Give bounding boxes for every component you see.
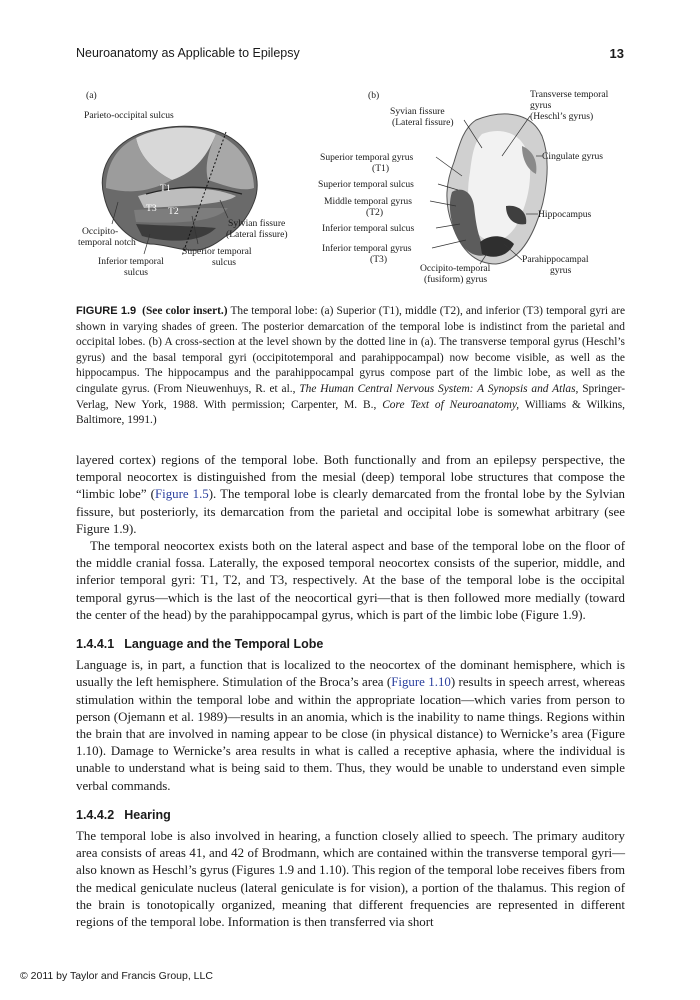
label-sup-sulcus: Superior temporal sulcus [318, 179, 414, 190]
link-figure-1-5[interactable]: Figure 1.5 [154, 487, 209, 502]
label-sup-gyrus-2: (T1) [372, 163, 390, 174]
label-cingulate: Cingulate gyrus [542, 151, 604, 162]
label-sup-gyrus-1: Superior temporal gyrus [320, 152, 414, 163]
section-number-1: 1.4.4.1 [76, 637, 115, 652]
caption-text-1: The temporal lobe: (a) Superior (T1), middle (T2), and inferior (T3) temporal gyri are shown in varying shades of green. The posterior demarcation of the temporal lobe is indistinct from the parietal and occipital lobes. (b) A cross-section at the level shown by the dotted line in (a). The transverse temporal gyrus (Heschl’s gyrus) and the basal temporal gyri (occipitotemporal and parahippocampal) now become visible, as well as the hippocampus. The hippocampus and the parahippocampal gyrus compose part of the limbic lobe, as well as the cingulate gyrus. (From Nieuwenhuys, R. et al., [76, 305, 626, 395]
label-inf-temp-sulcus-1: Inferior temporal [98, 256, 164, 267]
label-inf-gyrus-2: (T3) [370, 254, 388, 265]
panel-b-brain-section [76, 84, 636, 294]
figure-caption [76, 304, 625, 429]
figure-1-9 [76, 84, 636, 294]
caption-citation-title-1: The Human Central Nervous System: A Synopsis and Atlas, [299, 382, 579, 395]
label-sylvian-b-2: (Lateral fissure) [392, 117, 454, 128]
label-occ-temp-1: Occipito-temporal [420, 263, 491, 274]
running-head [76, 46, 624, 61]
section-heading-hearing [76, 807, 625, 824]
section-number-2: 1.4.4.2 [76, 807, 115, 822]
paragraph-1-text-a: layered cortex) regions of the temporal lobe. Both functionally and from an epilepsy perspective, the temporal neocortex is distinguished from the mesial (deep) temporal lobe structures that compose the “limbic lobe” ( [76, 453, 625, 502]
caption-citation-title-2: Core Text of Neuroanatomy, [382, 398, 520, 411]
running-head-title: Neuroanatomy as Applicable to Epilepsy [76, 46, 300, 60]
panel-a-label: (a) [86, 90, 97, 101]
panel-b-label: (b) [368, 90, 380, 101]
label-occipito-2: temporal notch [78, 237, 136, 248]
paragraph-3-text-a: Language is, in part, a function that is localized to the neocortex of the dominant hemisphere, which is usually the left hemisphere. Stimulation of the Broca’s area ( [76, 658, 625, 690]
page-number: 13 [609, 46, 624, 61]
label-occipito-1: Occipito- [82, 226, 119, 237]
label-transverse-3: (Heschl’s gyrus) [530, 111, 594, 122]
label-parahippo-2: gyrus [550, 265, 572, 276]
caption-label: FIGURE 1.9 [76, 305, 137, 317]
section-title-1: Language and the Temporal Lobe [124, 637, 324, 652]
paragraph-3-text-b: ) results in speech arrest, whereas stimulation within the temporal lobe and within the appropriate location—which varies from person to person (Ojemann et al. 1989)—results in an anomia, which is the inability to name things. Regions within the brain that are involved in naming appear to be close (in physical distance) to Wernicke’s area (Figure 1.10). Damage to Wernicke’s area results in what is called a receptive aphasia, where the individual is unable to understand what is being said to them. Thus, they would be unable to understand even simple verbal commands. [76, 675, 625, 793]
label-parieto-occipital-sulcus: Parieto-occipital sulcus [84, 110, 174, 121]
paragraph-2: The temporal neocortex exists both on the lateral aspect and base of the temporal lobe on the floor of the middle cranial fossa. Laterally, the exposed temporal neocortex consists of the superior, middle, and inferior temporal gyri: T1, T2, and T3, respectively. At the base of the temporal lobe is the occipital temporal gyrus—which is the last of the neocortical gyri—that is then followed more medially (toward the center of the head) by the parahippocampal gyrus, which is part of the limbic lobe (Figure 1.9). [76, 539, 625, 622]
link-figure-1-10[interactable]: Figure 1.10 [391, 675, 451, 690]
label-occ-temp-2: (fusiform) gyrus [424, 274, 488, 285]
label-transverse-2: gyrus [530, 100, 552, 111]
label-mid-gyrus-2: (T2) [366, 207, 384, 218]
label-inf-temp-sulcus-2: sulcus [124, 267, 148, 278]
copyright-footer: © 2011 by Taylor and Francis Group, LLC [20, 970, 213, 982]
paragraph-1-text-b: ). The temporal lobe is clearly demarcated from the frontal lobe by the Sylvian fissure, but posteriorly, its demarcation from the parietal and occipital lobe is somewhat arbitrary (see Figure 1.9). [76, 487, 625, 536]
label-sylvian-a-1: Sylvian fissure [228, 218, 286, 229]
label-t3: T3 [146, 203, 157, 214]
label-sup-temp-sulcus-2: sulcus [212, 257, 236, 268]
label-t1: T1 [160, 183, 171, 194]
label-mid-gyrus-1: Middle temporal gyrus [324, 196, 412, 207]
paragraph-1 [76, 452, 625, 538]
label-t2: T2 [168, 206, 179, 217]
label-inf-sulcus: Inferior temporal sulcus [322, 223, 415, 234]
label-sylvian-a-2: (Lateral fissure) [226, 229, 288, 240]
paragraph-3 [76, 657, 625, 795]
caption-text-3: Williams & Wilkins, Baltimore, 1991.) [76, 398, 625, 427]
label-sylvian-b-1: Syvian fissure [390, 106, 445, 117]
section-title-2: Hearing [124, 807, 171, 822]
label-hippocampus: Hippocampus [538, 209, 592, 220]
label-sup-temp-sulcus-1: Superior temporal [182, 246, 252, 257]
paragraph-4: The temporal lobe is also involved in hearing, a function closely allied to speech. The primary auditory area consists of areas 41, and 42 of Brodmann, which are contained within the transverse temporal gyri—also known as Heschl’s gyrus (Figures 1.9 and 1.10). This region of the temporal lobe receives fibers from the medical geniculate nucleus (lateral geniculate is for vision), a portion of the thalamus. This region of the brain is tonotopically organized, meaning that different frequencies are represented in different regions of the temporal lobe. Information is then transferred via short [76, 829, 625, 930]
label-transverse-1: Transverse temporal [530, 89, 609, 100]
caption-insert-note: (See color insert.) [142, 305, 228, 317]
label-inf-gyrus-1: Inferior temporal gyrus [322, 243, 412, 254]
caption-text-2: Springer-Verlag, New York, 1988. With permission; Carpenter, M. B., [76, 382, 626, 411]
body-text [76, 452, 625, 931]
section-heading-language [76, 636, 625, 653]
label-parahippo-1: Parahippocampal [522, 254, 589, 265]
